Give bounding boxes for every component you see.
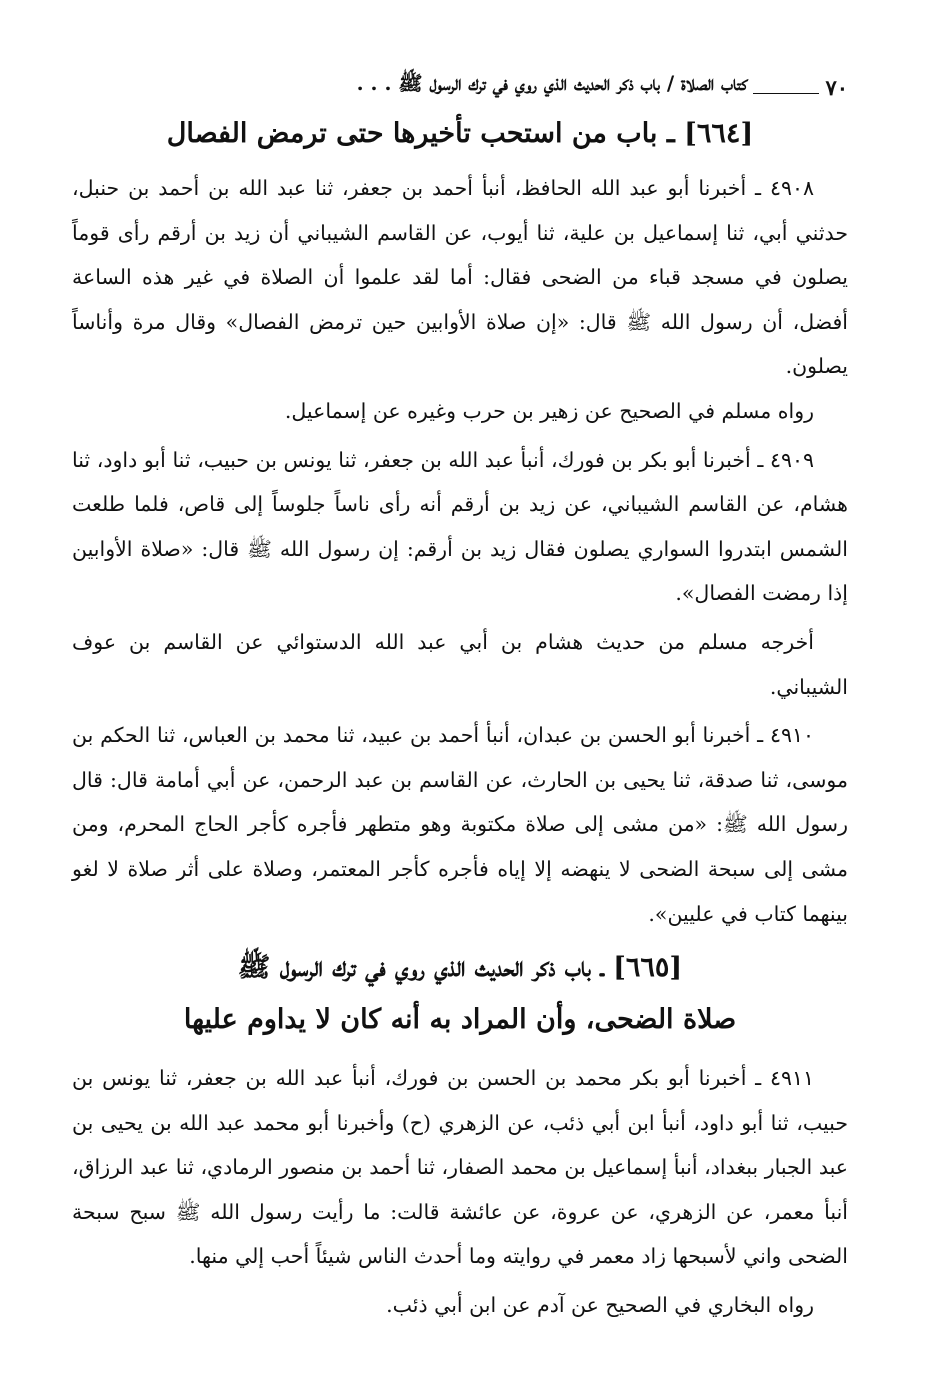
hadith-4911: ٤٩١١ ـ أخبرنا أبو بكر محمد بن الحسن بن فورك، أنبأ عبد الله بن جعفر، ثنا يونس بن حبيب، ثنا أبو داود، أنبأ ابن أبي ذئب، عن الزهري (ح) وأخبرنا أبو محمد عبد الله بن يحيى بن عبد الجبار ببغداد، أنبأ إسماعيل بن محمد الصفار، ثنا أحمد بن منصور الرمادي، ثنا عبد الرزاق، أنبأ معمر، عن الزهري، عن عروة، عن عائشة قالت: ما رأيت رسول الله ﷺ سبح سبحة الضحى واني لأسبحها زاد معمر في روايته وما أحدث الناس شيئاً أحب إلي منها. [72, 1066, 848, 1269]
chapter-heading-665-line-1: [٦٦٥] ـ باب ذكر الحديث الذي روي في ترك الرسول ﷺ [237, 952, 683, 984]
hadith-4910: ٤٩١٠ ـ أخبرنا أبو الحسن بن عبدان، أنبأ أحمد بن عبيد، ثنا محمد بن العباس، ثنا الحكم بن موسى، ثنا صدقة، ثنا يحيى بن الحارث، عن القاسم بن عبد الرحمن، عن أبي أمامة قال: قال رسول الله ﷺ: «من مشى إلى صلاة مكتوبة وهو متطهر فأجره كأجر الحاج المحرم، ومن مشى إلى سبحة الضحى لا ينهضه إلا إياه فأجره كأجر المعتمر، وصلاة على أثر صلاة لا لغو بينهما كتاب في عليين». [72, 723, 848, 926]
running-title: كتاب الصلاة / باب ذكر الحديث الذي روي في ترك الرسول ﷺ . . . [356, 71, 748, 95]
page-number: ٧٠ [825, 75, 848, 100]
chapter-heading-664: [٦٦٤] ـ باب من استحب تأخيرها حتى ترمض الفصال [166, 118, 754, 149]
chapter-heading-665-line-2: صلاة الضحى، وأن المراد به أنه كان لا يداوم عليها [183, 1004, 737, 1036]
hadith-4908: ٤٩٠٨ ـ أخبرنا أبو عبد الله الحافظ، أنبأ أحمد بن جعفر، ثنا عبد الله بن أحمد بن حنبل، حدثني أبي، ثنا إسماعيل بن علية، ثنا أيوب، عن القاسم الشيباني أن زيد بن أرقم رأى قوماً يصلون في مسجد قباء من الضحى فقال: أما لقد علموا أن الصلاة في غير هذه الساعة أفضل، أن رسول الله ﷺ قال: «إن صلاة الأوابين حين ترمض الفصال» وقال مرة وأناساً يصلون. [72, 176, 848, 379]
source-note-4908: رواه مسلم في الصحيح عن زهير بن حرب وغيره عن إسماعيل. [284, 398, 814, 423]
source-note-4911: رواه البخاري في الصحيح عن آدم عن ابن أبي ذئب. [386, 1293, 814, 1318]
running-header [72, 60, 848, 100]
header-rule [753, 93, 819, 94]
book-page [72, 60, 848, 1332]
source-note-4909: أخرجه مسلم من حديث هشام بن أبي عبد الله الدستوائي عن القاسم بن عوف الشيباني. [72, 629, 848, 699]
hadith-4909: ٤٩٠٩ ـ أخبرنا أبو بكر بن فورك، أنبأ عبد الله بن جعفر، ثنا يونس بن حبيب، ثنا أبو داود، ثنا هشام، عن القاسم الشيباني، عن زيد بن أرقم أنه رأى ناساً جلوساً إلى قاص، فلما طلعت الشمس ابتدروا السواري يصلون فقال زيد بن أرقم: إن رسول الله ﷺ قال: «صلاة الأوابين إذا رمضت الفصال». [72, 447, 848, 606]
chapter-heading-665 [72, 942, 848, 1046]
